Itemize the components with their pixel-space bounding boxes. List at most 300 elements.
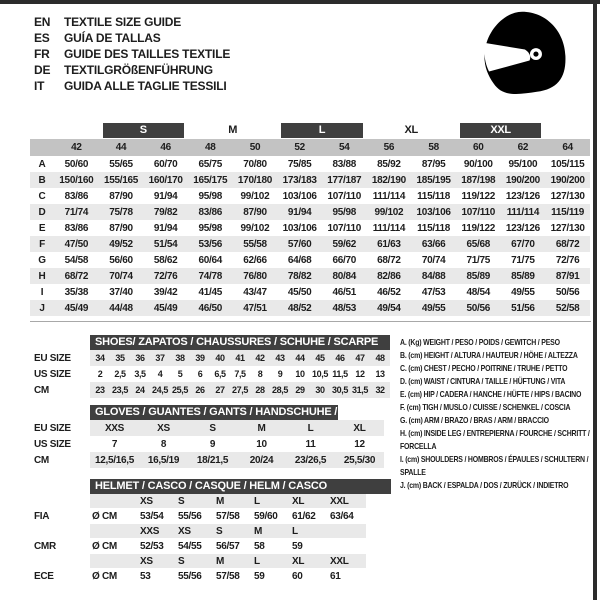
value-cell: 71/75 (466, 254, 490, 266)
value-cell: 47/50 (54, 236, 99, 252)
size-cell: L (290, 524, 328, 538)
value-cell: 68/72 (545, 236, 590, 252)
spacer-cell (30, 122, 54, 139)
row-label: CM (34, 454, 49, 466)
size-group-label: XL (404, 124, 418, 136)
value-cell: XS (139, 420, 188, 436)
spacer-cell (34, 334, 90, 350)
spacer-cell (545, 122, 590, 139)
value-cell: 51/54 (143, 236, 188, 252)
table-row (34, 366, 390, 382)
table-row (34, 452, 384, 468)
value-cell: 185/195 (411, 172, 456, 188)
value-cell: 12,5/16,5 (90, 452, 139, 468)
value-cell: 95/98 (322, 204, 367, 220)
value-cell: 47 (350, 350, 370, 366)
value-cell: 45/49 (54, 300, 99, 316)
value-cell: 87/90 (109, 222, 133, 234)
value-cell: 91/94 (153, 190, 178, 202)
size-cell: L (252, 554, 290, 568)
language-row (34, 62, 230, 78)
value-cell: 51/56 (501, 300, 546, 316)
helmet-size-row (34, 494, 366, 508)
value-cell: 111/114 (372, 222, 406, 234)
value-cell: 99/102 (367, 204, 412, 220)
value-cell: 38 (170, 350, 190, 366)
value-cell: 61 (330, 570, 341, 582)
row-label: G (38, 254, 46, 266)
unit-label: Ø CM (92, 540, 117, 552)
row-label: EU SIZE (34, 422, 71, 434)
value-cell: 115/119 (545, 204, 590, 220)
value-cell: 190/200 (501, 172, 546, 188)
value-cell: 48/54 (466, 286, 490, 298)
size-group-cell (99, 122, 188, 139)
value-cell: 5 (177, 369, 183, 379)
value-cell: 13 (375, 369, 385, 379)
size-cell: 54 (322, 139, 367, 156)
size-cell: 44 (99, 139, 144, 156)
value-cell: 8 (257, 369, 263, 379)
legend-item: J. (cm) BACK / ESPALDA / DOS / ZURÜCK / INDIETRO (400, 480, 569, 490)
size-cell: XS (138, 554, 176, 568)
value-cell: 12 (355, 369, 365, 379)
value-cell: 48 (370, 350, 390, 366)
value-cell: 50/60 (64, 158, 89, 170)
value-cell: 62/66 (243, 254, 267, 266)
value-cell: 95/100 (508, 158, 538, 170)
row-label: J (30, 300, 54, 316)
row-label: H (30, 268, 54, 284)
language-row (34, 46, 230, 62)
value-cell: 90/100 (463, 158, 493, 170)
value-cell: 71/74 (54, 204, 99, 220)
value-cell: 42 (250, 350, 270, 366)
value-cell: 47/51 (233, 300, 278, 316)
size-group-cell (456, 122, 545, 139)
value-cell: 111/114 (501, 204, 546, 220)
value-cell: 9 (277, 369, 283, 379)
value-cell: 25,5/30 (335, 452, 384, 468)
size-group-header-row (30, 122, 590, 139)
value-cell: 78/82 (277, 268, 322, 284)
value-cell: 83/86 (64, 222, 89, 234)
value-cell: 6,5 (214, 369, 226, 379)
value-cell: 20/24 (237, 452, 286, 468)
title-cell (90, 334, 390, 350)
helmet-size-row (34, 524, 366, 538)
shoes-size-table (34, 334, 390, 398)
value-cell: S (188, 420, 237, 436)
row-label: C (38, 190, 46, 202)
value-cell: 95/98 (198, 190, 223, 202)
value-cell: 165/175 (188, 172, 233, 188)
value-cell: 44 (290, 350, 310, 366)
value-cell: 60 (292, 570, 303, 582)
value-cell: 59/62 (322, 236, 367, 252)
value-cell: 61/62 (292, 510, 316, 522)
size-cell: M (252, 524, 290, 538)
size-group-label: L (281, 123, 362, 138)
spacer-cell (34, 554, 90, 568)
legend-item: F. (cm) TIGH / MUSLO / CUISSE / SCHENKEL / COSCIA (400, 402, 571, 412)
table-row (30, 188, 590, 204)
legend-item: D. (cm) WAIST / CINTURA / TAILLE / HÜFTUNG / VITA (400, 376, 566, 386)
value-cell: 63/64 (330, 510, 354, 522)
value-cell: 123/126 (505, 190, 540, 202)
value-cell: 82/86 (367, 268, 412, 284)
value-cell: 11,5 (332, 369, 348, 379)
value-cell: 85/92 (377, 158, 401, 170)
value-cell: 80/84 (322, 268, 367, 284)
guide-title: TEXTILE SIZE GUIDE (64, 15, 182, 29)
value-cell: 28 (250, 382, 270, 398)
spacer-cell (34, 404, 90, 420)
table-row (34, 568, 366, 584)
value-cell: 59 (292, 540, 303, 552)
value-cell: 72/76 (143, 268, 188, 284)
value-cell: 44/48 (99, 300, 144, 316)
value-cell: 115/118 (417, 222, 451, 234)
value-cell: M (237, 420, 286, 436)
value-cell: 127/130 (550, 222, 585, 234)
value-cell: 105/115 (550, 158, 585, 170)
value-cell: 35/38 (64, 286, 89, 298)
value-cell: 55/56 (178, 570, 202, 582)
value-cell: 30 (310, 382, 330, 398)
guide-title: GUIDA ALLE TAGLIE TESSILI (64, 79, 227, 93)
value-cell: XXS (90, 420, 139, 436)
row-label: FIA (34, 510, 50, 522)
table-title: HELMET / CASCO / CASQUE / HELM / CASCO (90, 479, 391, 494)
value-cell: 177/187 (322, 172, 367, 188)
value-cell: 43 (270, 350, 290, 366)
size-group-label: M (228, 124, 238, 136)
helmet-icon (478, 6, 570, 104)
size-cell: XXL (328, 494, 366, 508)
value-cell: 10 (295, 369, 305, 379)
value-cell: XL (335, 420, 384, 436)
value-cell: 46 (330, 350, 350, 366)
value-cell: 187/198 (456, 172, 501, 188)
value-cell: 7 (111, 438, 118, 450)
value-cell: 2 (97, 369, 103, 379)
value-cell: 48/53 (322, 300, 367, 316)
value-cell: 60/70 (153, 158, 178, 170)
row-label: E (38, 222, 46, 234)
value-cell: 87/90 (109, 190, 133, 202)
value-cell: 45 (310, 350, 330, 366)
size-cell: 64 (545, 139, 590, 156)
value-cell: 53/56 (188, 236, 233, 252)
spacer-cell (34, 478, 90, 494)
value-cell: 75/78 (99, 204, 144, 220)
textile-size-table (30, 122, 590, 316)
value-cell: 37 (150, 350, 170, 366)
value-cell: 23,5 (110, 382, 130, 398)
value-cell: 119/122 (461, 190, 495, 202)
value-cell: 48/52 (277, 300, 322, 316)
size-cell: XXS (138, 524, 176, 538)
value-cell: 74/78 (188, 268, 233, 284)
value-cell: 40 (210, 350, 230, 366)
value-cell: 55/65 (109, 158, 133, 170)
size-cell: 58 (411, 139, 456, 156)
value-cell: 155/165 (99, 172, 144, 188)
value-cell: 63/66 (411, 236, 456, 252)
value-cell (328, 538, 366, 554)
measurement-legend (400, 336, 597, 492)
value-cell: 36 (130, 350, 150, 366)
value-cell: 59/60 (254, 510, 278, 522)
value-cell: 54/58 (64, 254, 89, 266)
value-cell: 111/114 (372, 190, 406, 202)
value-cell: 71/75 (511, 254, 535, 266)
language-title-list (34, 14, 230, 94)
table-row (30, 268, 590, 284)
value-cell: 103/106 (411, 204, 456, 220)
table-title: GLOVES / GUANTES / GANTS / HANDSCHUHE / GUANTI (90, 405, 338, 420)
spacer-cell (34, 494, 90, 508)
value-cell: 32 (370, 382, 390, 398)
value-cell: 46/51 (332, 286, 357, 298)
row-label: A (38, 158, 46, 170)
value-cell: 52/58 (545, 300, 590, 316)
value-cell: 7,5 (234, 369, 246, 379)
row-label: CMR (34, 540, 56, 552)
value-cell: 170/180 (233, 172, 278, 188)
spacer-cell (34, 524, 90, 538)
value-cell: 127/130 (550, 190, 585, 202)
size-cell: 42 (54, 139, 99, 156)
value-cell: 84/88 (411, 268, 456, 284)
value-cell: 83/86 (64, 190, 89, 202)
table-row (30, 236, 590, 252)
size-cell: M (214, 554, 252, 568)
value-cell: 91/94 (277, 204, 322, 220)
value-cell: 24,5 (150, 382, 170, 398)
size-cell: 62 (501, 139, 546, 156)
value-cell: 18/21,5 (188, 452, 237, 468)
value-cell: 46/52 (377, 286, 401, 298)
value-cell: 46/50 (188, 300, 233, 316)
value-cell: 85/89 (456, 268, 501, 284)
legend-item: E. (cm) HIP / CADERA / HANCHE / HÜFTE / HIPS / BACINO (400, 389, 582, 399)
size-cell: XL (290, 494, 328, 508)
value-cell: 10,5 (312, 369, 328, 379)
value-cell: 115/118 (417, 190, 451, 202)
size-cell: S (214, 524, 252, 538)
value-cell: 8 (160, 438, 167, 450)
value-cell: 70/74 (421, 254, 446, 266)
value-cell: 58/62 (153, 254, 178, 266)
table-row (30, 172, 590, 188)
value-cell: 49/54 (367, 300, 412, 316)
row-label: I (40, 286, 44, 298)
guide-title: GUÍA DE TALLAS (64, 31, 161, 45)
value-cell: 55/58 (233, 236, 278, 252)
value-cell: 99/102 (240, 222, 270, 234)
table-row (30, 156, 590, 172)
value-cell: 76/80 (233, 268, 278, 284)
size-cell: 50 (233, 139, 278, 156)
unit-label: Ø CM (92, 510, 117, 522)
row-label: ECE (34, 570, 54, 582)
value-cell: 103/106 (282, 222, 317, 234)
value-cell: 39/42 (153, 286, 178, 298)
size-cell: L (252, 494, 290, 508)
spacer-cell (90, 524, 138, 538)
value-cell: 107/110 (327, 190, 362, 202)
value-cell: 95/98 (198, 222, 223, 234)
value-cell: 50/56 (555, 286, 580, 298)
value-cell: 70/80 (243, 158, 267, 170)
row-label: US SIZE (34, 368, 71, 380)
value-cell: 75/85 (287, 158, 312, 170)
value-cell: 28,5 (270, 382, 290, 398)
size-group-cell (277, 122, 366, 139)
value-cell: 119/122 (461, 222, 495, 234)
language-row (34, 30, 230, 46)
value-cell: 57/58 (216, 570, 240, 582)
value-cell: 173/183 (277, 172, 322, 188)
legend-item: A. (Kg) WEIGHT / PESO / POIDS / GEWITCH / PESO (400, 337, 560, 347)
value-cell: 47/53 (421, 286, 446, 298)
section-divider (30, 321, 591, 322)
value-cell: 35 (110, 350, 130, 366)
value-cell: 59 (254, 570, 265, 582)
value-cell: 45/49 (143, 300, 188, 316)
value-cell: 16,5/19 (139, 452, 188, 468)
size-header-row (30, 139, 590, 156)
value-cell: 2,5 (114, 369, 126, 379)
title-cell (90, 404, 384, 420)
value-cell: 64/68 (287, 254, 312, 266)
value-cell: 25,5 (170, 382, 190, 398)
value-cell: 160/170 (143, 172, 188, 188)
value-cell: 57/58 (216, 510, 240, 522)
value-cell: 56/57 (216, 540, 240, 552)
table-title-row (34, 334, 390, 350)
table-row (34, 420, 384, 436)
value-cell: 103/106 (282, 190, 317, 202)
value-cell: 55/56 (178, 510, 202, 522)
table-row (30, 204, 590, 220)
size-cell: XL (290, 554, 328, 568)
row-label: EU SIZE (34, 352, 71, 364)
value-cell: 87/91 (545, 268, 590, 284)
value-cell: 150/160 (54, 172, 99, 188)
table-row (34, 350, 390, 366)
helmet-size-row (34, 554, 366, 568)
legend-item: B. (cm) HEIGHT / ALTURA / HAUTEUR / HÖHE / ALTEZZA (400, 350, 578, 360)
value-cell: 57/60 (277, 236, 322, 252)
right-border (593, 0, 597, 600)
table-title: SHOES/ ZAPATOS / CHAUSSURES / SCHUHE / SCARPE (90, 335, 390, 350)
row-label: D (30, 204, 54, 220)
value-cell: 43/47 (243, 286, 267, 298)
value-cell: 6 (197, 369, 203, 379)
table-row (34, 436, 384, 452)
value-cell: 52/53 (140, 540, 164, 552)
value-cell: 67/70 (501, 236, 546, 252)
value-cell: 79/82 (143, 204, 188, 220)
title-cell (90, 478, 366, 494)
table-row (34, 508, 366, 524)
value-cell: 30,5 (330, 382, 350, 398)
value-cell: 31,5 (350, 382, 370, 398)
value-cell: 85/89 (501, 268, 546, 284)
size-cell: XXL (328, 554, 366, 568)
value-cell: 4 (157, 369, 163, 379)
table-row (34, 538, 366, 554)
value-cell: 190/200 (545, 172, 590, 188)
value-cell: 29 (290, 382, 310, 398)
value-cell: 26 (190, 382, 210, 398)
value-cell: 54/55 (178, 540, 202, 552)
value-cell: 3,5 (134, 369, 146, 379)
value-cell: 12 (354, 438, 365, 450)
value-cell: 72/76 (555, 254, 580, 266)
value-cell: 182/190 (367, 172, 412, 188)
spacer-cell (54, 122, 99, 139)
value-cell: 49/55 (511, 286, 535, 298)
size-cell: 52 (277, 139, 322, 156)
value-cell: 50/56 (456, 300, 501, 316)
value-cell: 107/110 (327, 222, 362, 234)
value-cell: 23 (90, 382, 110, 398)
value-cell: 49/52 (99, 236, 144, 252)
guide-title: TEXTILGRÖßENFÜHRUNG (64, 63, 213, 77)
size-cell: S (176, 494, 214, 508)
unit-label: Ø CM (92, 570, 117, 582)
row-label: US SIZE (34, 438, 71, 450)
value-cell: 41 (230, 350, 250, 366)
value-cell: 10 (256, 438, 267, 450)
language-code: IT (34, 79, 45, 93)
gloves-size-table (34, 404, 384, 468)
size-cell: 60 (456, 139, 501, 156)
value-cell: 65/75 (198, 158, 223, 170)
table-row (30, 252, 590, 268)
value-cell: 27,5 (230, 382, 250, 398)
size-group-cell (367, 122, 456, 139)
language-code: DE (34, 63, 51, 77)
legend-item: I. (cm) SHOULDERS / HOMBROS / ÉPAULES / SCHULTERN / SPALLE (400, 454, 589, 477)
row-label: B (30, 172, 54, 188)
value-cell: 66/70 (332, 254, 357, 266)
table-row (34, 382, 390, 398)
value-cell: L (286, 420, 335, 436)
value-cell: 45/50 (287, 286, 312, 298)
legend-item: H. (cm) INSIDE LEG / ENTREPIERNA / FOURCHE / SCHRITT / FORCELLA (400, 428, 590, 451)
top-border (0, 0, 600, 4)
language-code: ES (34, 31, 50, 45)
table-title-row (34, 478, 366, 494)
language-row (34, 78, 230, 94)
value-cell: 91/94 (153, 222, 178, 234)
value-cell: 34 (90, 350, 110, 366)
value-cell: 24 (130, 382, 150, 398)
value-cell: 60/64 (198, 254, 223, 266)
value-cell: 68/72 (377, 254, 401, 266)
size-cell (328, 524, 366, 538)
size-group-label: XXL (460, 123, 541, 138)
value-cell: 65/68 (456, 236, 501, 252)
size-cell: XS (176, 524, 214, 538)
legend-item: G. (cm) ARM / BRAZO / BRAS / ARM / BRACCIO (400, 415, 549, 425)
value-cell: 87/95 (421, 158, 446, 170)
